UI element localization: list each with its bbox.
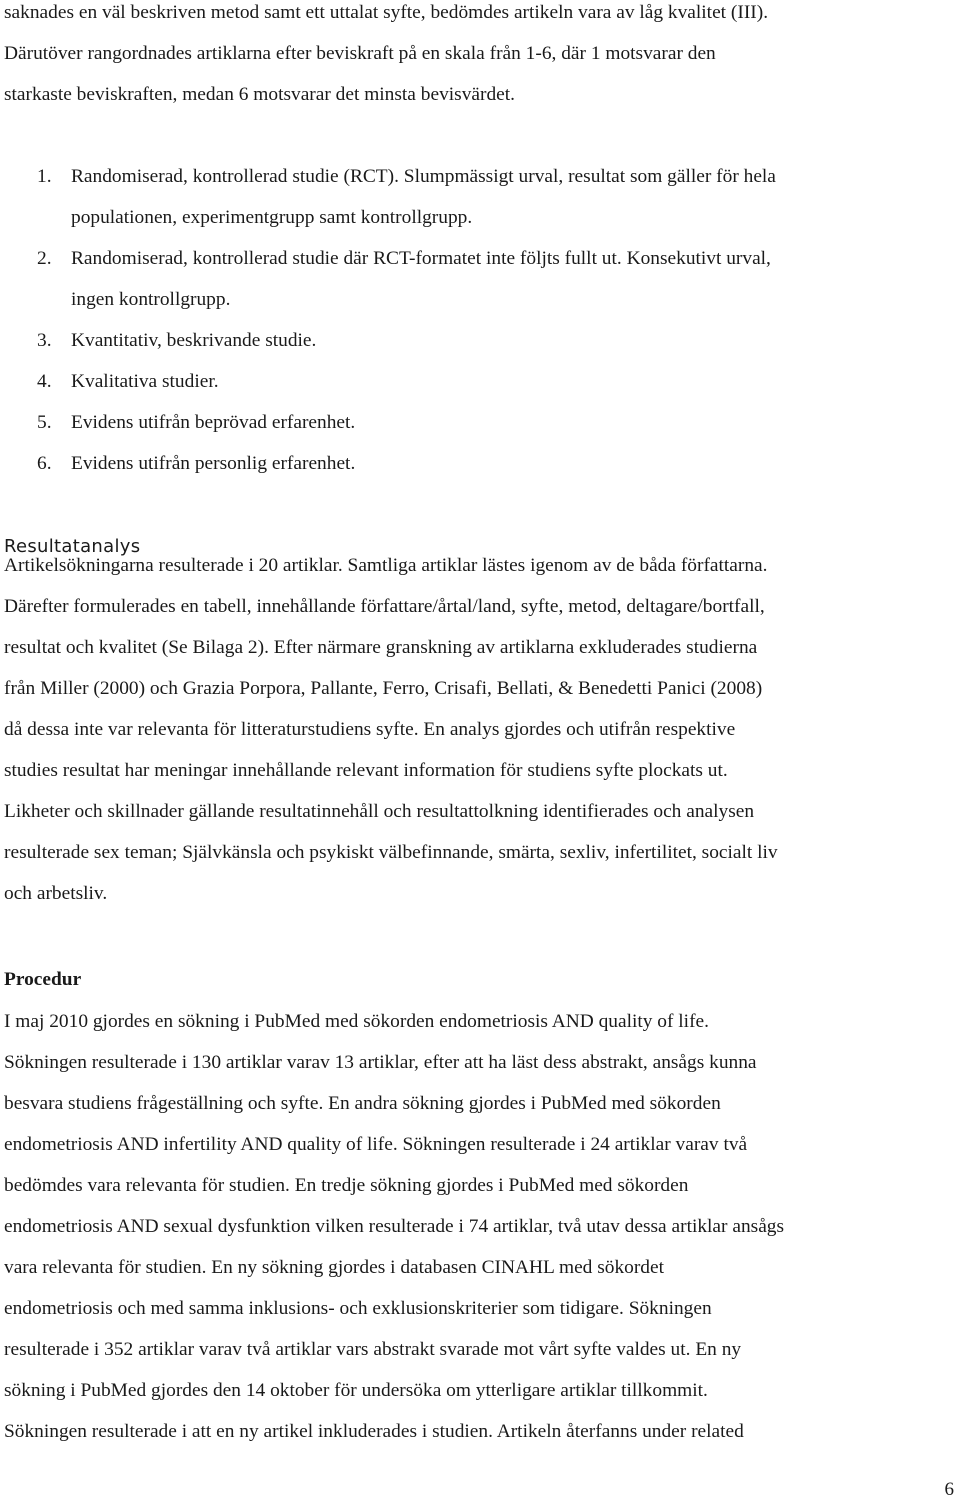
paragraph-line: Sökningen resulterade i att en ny artikel inkluderades i studien. Artikeln återfanns under related: [4, 1421, 744, 1442]
list-item: [37, 320, 952, 361]
intro-line: Därutöver rangordnades artiklarna efter beviskraft på en skala från 1-6, där 1 motsvarar den: [4, 43, 716, 64]
intro-line: saknades en väl beskriven metod samt ett uttalat syfte, bedömdes artikeln vara av låg kvalitet (III).: [4, 2, 769, 23]
intro-line: starkaste beviskraften, medan 6 motsvarar det minsta bevisvärdet.: [4, 84, 515, 105]
paragraph-line: resulterade sex teman; Självkänsla och psykiskt välbefinnande, smärta, sexliv, infertilitet, socialt liv: [4, 842, 778, 863]
list-item: [37, 361, 952, 402]
paragraph-line: Likheter och skillnader gällande resultatinnehåll och resultattolkning identifierades och analysen: [4, 801, 755, 822]
evidence-level-list: [37, 156, 952, 484]
paragraph-line: sökning i PubMed gjordes den 14 oktober för undersöka om ytterligare artiklar tillkommit.: [4, 1380, 708, 1401]
paragraph-line: besvara studiens frågeställning och syfte. En andra sökning gjordes i PubMed med sökorden: [4, 1093, 721, 1114]
paragraph-line: endometriosis AND sexual dysfunktion vilken resulterade i 74 artiklar, två utav dessa artiklar ansågs: [4, 1216, 785, 1237]
list-item-line: Randomiserad, kontrollerad studie (RCT). Slumpmässigt urval, resultat som gäller för hela: [71, 166, 776, 187]
paragraph-line: då dessa inte var relevanta för litteraturstudiens syfte. En analys gjordes och utifrån respektive: [4, 719, 736, 740]
list-item-number: 1.: [37, 166, 52, 187]
paragraph-line: endometriosis AND infertility AND quality of life. Sökningen resulterade i 24 artiklar varav två: [4, 1134, 748, 1155]
list-item: [37, 443, 952, 484]
list-item-line: populationen, experimentgrupp samt kontrollgrupp.: [71, 207, 473, 228]
list-item-number: 2.: [37, 248, 52, 269]
page-number: 6: [944, 1479, 954, 1500]
paragraph-line: Artikelsökningarna resulterade i 20 artiklar. Samtliga artiklar lästes igenom av de båda författarna.: [4, 555, 768, 576]
list-item-number: 5.: [37, 412, 52, 433]
list-item-number: 4.: [37, 371, 52, 392]
intro-paragraph: [4, 0, 949, 115]
list-item: [37, 238, 952, 320]
paragraph-line: och arbetsliv.: [4, 883, 108, 904]
section-heading-procedur: Procedur: [4, 969, 82, 990]
list-item-line: ingen kontrollgrupp.: [71, 289, 231, 310]
paragraph-line: vara relevanta för studien. En ny sökning gjordes i databasen CINAHL med sökordet: [4, 1257, 665, 1278]
list-item: [37, 402, 952, 443]
paragraph-line: bedömdes vara relevanta för studien. En tredje sökning gjordes i PubMed med sökorden: [4, 1175, 689, 1196]
list-item-number: 3.: [37, 330, 52, 351]
paragraph-line: resultat och kvalitet (Se Bilaga 2). Efter närmare granskning av artiklarna exkluderades studierna: [4, 637, 758, 658]
paragraph-line: I maj 2010 gjordes en sökning i PubMed med sökorden endometriosis AND quality of life.: [4, 1011, 709, 1032]
list-item-line: Kvalitativa studier.: [71, 371, 219, 392]
section-heading-resultatanalys: Resultatanalys: [4, 536, 141, 557]
paragraph-line: Därefter formulerades en tabell, innehållande författare/årtal/land, syfte, metod, deltagare/bortfall,: [4, 596, 765, 617]
results-paragraph: [4, 545, 952, 914]
paragraph-line: endometriosis och med samma inklusions- och exklusionskriterier som tidigare. Sökningen: [4, 1298, 712, 1319]
procedure-paragraph: [4, 1001, 954, 1452]
paragraph-line: resulterade i 352 artiklar varav två artiklar vars abstrakt svarade mot vårt syfte valdes ut. En ny: [4, 1339, 742, 1360]
list-item: [37, 156, 952, 238]
list-item-line: Kvantitativ, beskrivande studie.: [71, 330, 317, 351]
list-item-line: Evidens utifrån personlig erfarenhet.: [71, 453, 356, 474]
list-item-number: 6.: [37, 453, 52, 474]
list-item-line: Evidens utifrån beprövad erfarenhet.: [71, 412, 356, 433]
paragraph-line: studies resultat har meningar innehållande relevant information för studiens syfte plockats ut.: [4, 760, 728, 781]
paragraph-line: från Miller (2000) och Grazia Porpora, Pallante, Ferro, Crisafi, Bellati, & Benedetti Panici (2008): [4, 678, 763, 699]
list-item-line: Randomiserad, kontrollerad studie där RCT-formatet inte följts fullt ut. Konsekutivt urval,: [71, 248, 771, 269]
paragraph-line: Sökningen resulterade i 130 artiklar varav 13 artiklar, efter att ha läst dess abstrakt, ansågs kunna: [4, 1052, 757, 1073]
